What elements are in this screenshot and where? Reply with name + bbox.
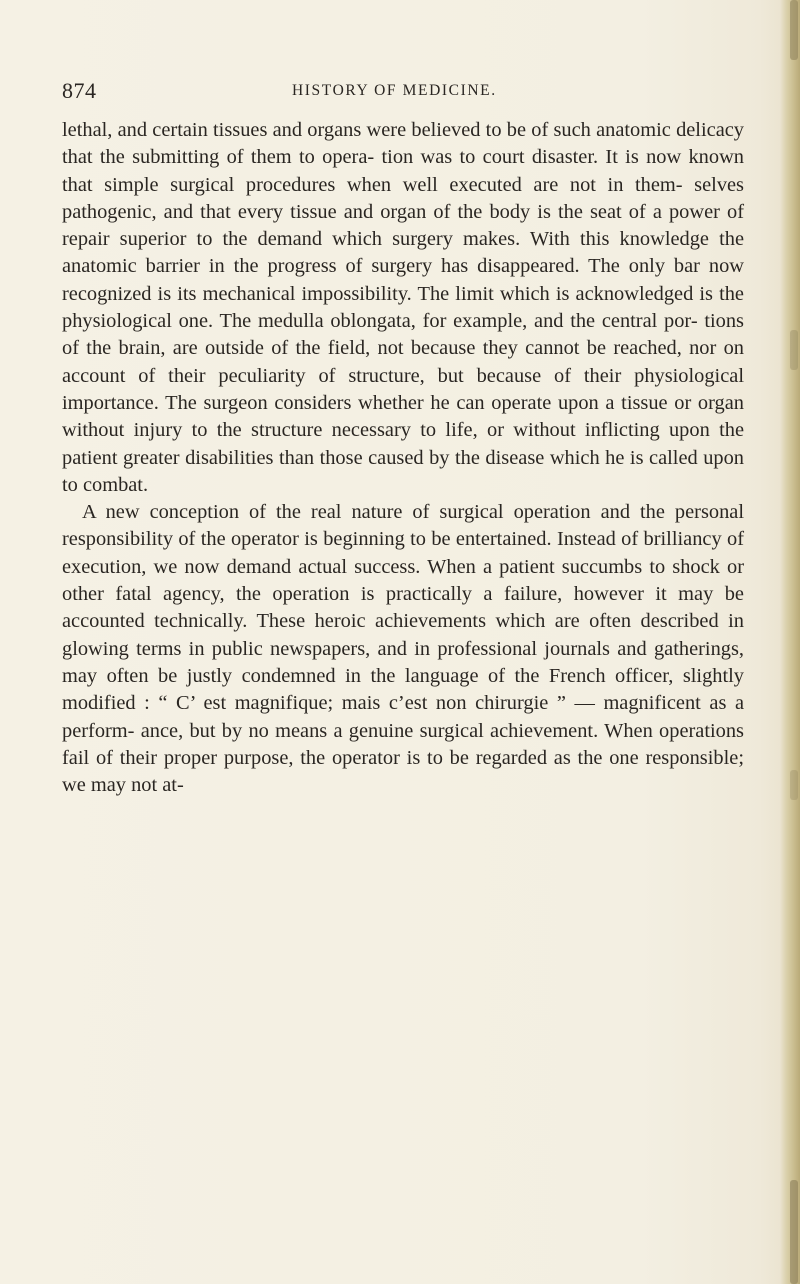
paragraph: A new conception of the real nature of surgical operation and the personal responsibility of the operator is beginning to be entertained. Instead of brilliancy of execution, we now demand actual success. When a patient succumbs to shock or other fatal agency, the operation is practically a failure, however it may be accounted technically. These heroic achievements which are often described in glowing terms in public newspapers, and in professional journals and gatherings, may often be justly condemned in the language of the French officer, slightly modified : “ C’ est magnifique; mais c’est non chirurgie ” — magnificent as a perform- ance, but by no means a genuine surgical achievement. When operations fail of their proper purpose, the operator is to be regarded as the one responsible; we may not at- [62,501,744,797]
edge-stain [790,0,798,60]
edge-stain [790,770,798,800]
page-header [62,78,742,104]
edge-stain [790,1180,798,1284]
running-title: HISTORY OF MEDICINE. [292,82,497,99]
body-text [62,117,744,799]
page-edge [780,0,800,1284]
page-number: 874 [62,78,97,103]
paragraph: lethal, and certain tissues and organs were believed to be of such anatomic delicacy that the submitting of them to opera- tion was to court disaster. It is now known that simple surgical procedures when well executed are not in them- selves pathogenic, and that every tissue and organ of the body is the seat of a power of repair superior to the demand which surgery makes. With this knowledge the anatomic barrier in the progress of surgery has disappeared. The only bar now recognized is its mechanical impossibility. The limit which is acknowledged is the physiological one. The medulla oblongata, for example, and the central por- tions of the brain, are outside of the field, not because they cannot be reached, nor on account of their peculiarity of structure, but because of their physiological importance. The surgeon considers whether he can operate upon a tissue or organ without injury to the structure necessary to life, or without inflicting upon the patient greater disabilities than those caused by the disease which he is called upon to combat. [62,119,744,496]
edge-stain [790,330,798,370]
